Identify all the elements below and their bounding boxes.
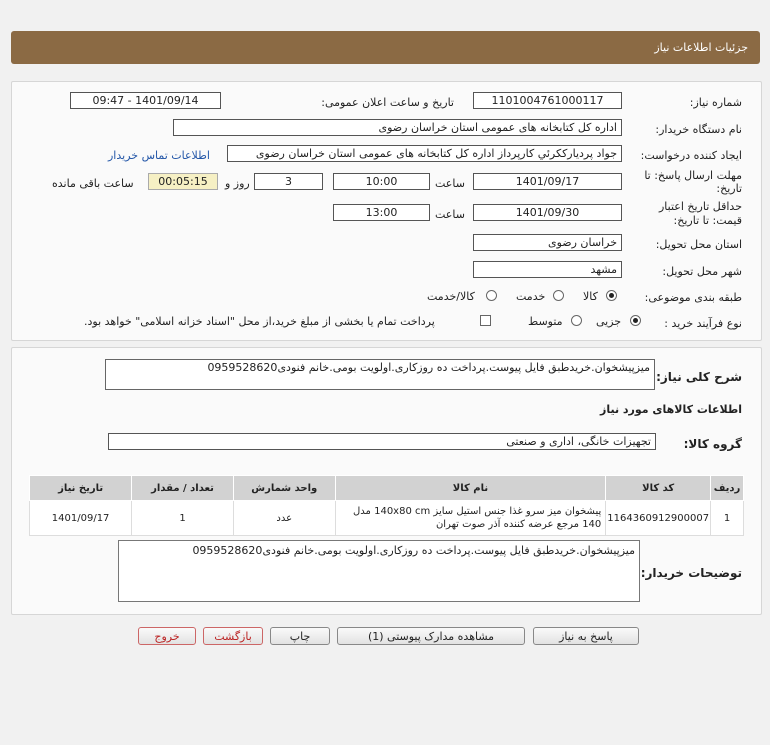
deadline-label: مهلت ارسال پاسخ: تا <box>644 169 742 182</box>
process-radio-medium[interactable] <box>571 315 582 326</box>
description-field: میزپیشخوان.خریدطبق فایل پیوست.پرداخت ده روزکاری.اولویت بومی.خانم فنودی0959528620 <box>105 359 655 390</box>
deadline-time-field: 10:00 <box>333 173 430 190</box>
deadline-date-field: 1401/09/17 <box>473 173 622 190</box>
buyer-notes-field: میزپیشخوان.خریدطبق فایل پیوست.پرداخت ده روزکاری.اولویت بومی.خانم فنودی0959528620 <box>118 540 640 602</box>
col-date: تاریخ نیاز <box>30 476 132 501</box>
cell-row: 1 <box>711 501 744 536</box>
price-validity-label: حداقل تاریخ اعتبار <box>658 200 742 213</box>
category-radio-goods[interactable] <box>606 290 617 301</box>
buyer-org-field: اداره کل کتابخانه های عمومی استان خراسان رضوی <box>173 119 622 136</box>
col-row: ردیف <box>711 476 744 501</box>
cell-date: 1401/09/17 <box>30 501 132 536</box>
page-header <box>11 31 760 64</box>
process-option-medium: متوسط <box>528 315 563 328</box>
description-label: شرح کلی نیاز: <box>656 370 742 384</box>
process-label: نوع فرآیند خرید : <box>664 317 742 330</box>
city-field: مشهد <box>473 261 622 278</box>
page-title: جزئیات اطلاعات نیاز <box>654 41 748 54</box>
table-row[interactable] <box>30 501 744 536</box>
deadline-time-label: ساعت <box>435 177 465 190</box>
category-option-goods: کالا <box>583 290 598 303</box>
category-label: طبقه بندی موضوعی: <box>644 291 742 304</box>
category-option-service: خدمت <box>516 290 546 303</box>
col-qty: تعداد / مقدار <box>132 476 234 501</box>
days-label: روز و <box>225 177 250 190</box>
attachments-button[interactable]: مشاهده مدارک پیوستی (1) <box>337 627 525 645</box>
treasury-payment-checkbox[interactable] <box>480 315 491 326</box>
cell-qty: 1 <box>132 501 234 536</box>
remaining-time-field: 00:05:15 <box>148 173 218 190</box>
remaining-time-label: ساعت باقی مانده <box>52 177 134 190</box>
deadline-label-date: تاریخ: <box>716 182 742 195</box>
province-label: استان محل تحویل: <box>655 238 742 251</box>
city-label: شهر محل تحویل: <box>662 265 742 278</box>
price-time-field: 13:00 <box>333 204 430 221</box>
col-unit: واحد شمارش <box>233 476 335 501</box>
buyer-notes-label: توضیحات خریدار: <box>640 566 742 580</box>
price-validity-label-date: قیمت: تا تاریخ: <box>673 214 742 227</box>
goods-group-field: تجهیزات خانگی، اداری و صنعتی <box>108 433 656 450</box>
creator-label: ایجاد کننده درخواست: <box>640 149 742 162</box>
need-number-field: 1101004761000117 <box>473 92 622 109</box>
exit-button[interactable]: خروج <box>138 627 196 645</box>
buyer-contact-link[interactable]: اطلاعات تماس خریدار <box>108 149 210 162</box>
announce-label: تاریخ و ساعت اعلان عمومی: <box>321 96 454 109</box>
cell-code: 1164360912900007 <box>606 501 711 536</box>
process-radio-minor[interactable] <box>630 315 641 326</box>
goods-group-label: گروه کالا: <box>683 437 742 451</box>
cell-unit: عدد <box>233 501 335 536</box>
buyer-org-label: نام دستگاه خریدار: <box>655 123 742 136</box>
category-option-goods-service: کالا/خدمت <box>427 290 475 303</box>
creator-field: جواد پرديارککرئي کارپرداز اداره کل کتابخانه های عمومی استان خراسان رضوی <box>227 145 622 162</box>
col-name: نام کالا <box>335 476 606 501</box>
treasury-payment-note: پرداخت تمام یا بخشی از مبلغ خرید،از محل "اسناد خزانه اسلامی" خواهد بود. <box>84 315 435 328</box>
table-header-row <box>30 476 744 501</box>
need-number-label: شماره نیاز: <box>689 96 742 109</box>
back-button[interactable]: بازگشت <box>203 627 263 645</box>
print-button[interactable]: چاپ <box>270 627 330 645</box>
col-code: کد کالا <box>606 476 711 501</box>
category-radio-goods-service[interactable] <box>486 290 497 301</box>
price-date-field: 1401/09/30 <box>473 204 622 221</box>
cell-name: پیشخوان میز سرو غذا جنس استیل سایز 140x80 cm مدل 140 مرجع عرضه کننده آذر صوت تهران <box>335 501 606 536</box>
items-table <box>29 475 744 536</box>
goods-section-title: اطلاعات کالاهای مورد نیاز <box>600 403 742 416</box>
announce-field: 1401/09/14 - 09:47 <box>70 92 221 109</box>
price-time-label: ساعت <box>435 208 465 221</box>
process-option-minor: جزیی <box>596 315 622 328</box>
category-radio-service[interactable] <box>553 290 564 301</box>
days-field: 3 <box>254 173 323 190</box>
province-field: خراسان رضوی <box>473 234 622 251</box>
reply-button[interactable]: پاسخ به نیاز <box>533 627 639 645</box>
